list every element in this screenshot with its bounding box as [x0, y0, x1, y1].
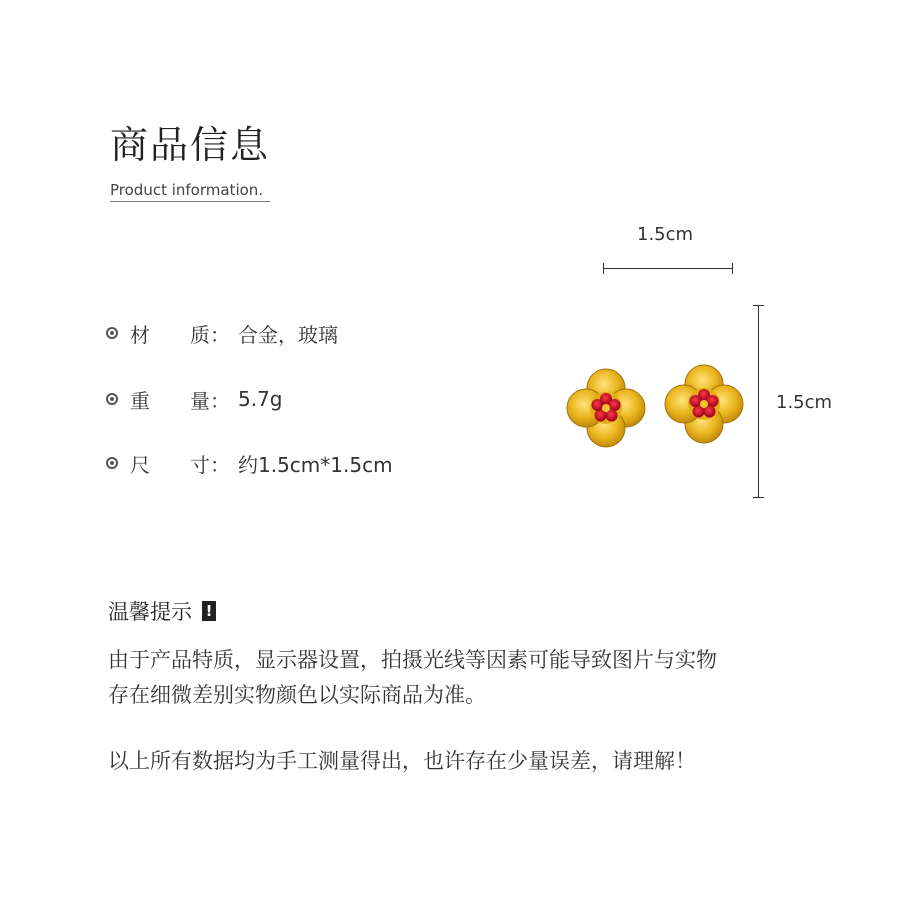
earrings-product-image: [560, 360, 750, 455]
spec-label: 材 质：: [130, 322, 230, 347]
notice-line-3: 以上所有数据均为手工测量得出，也许存在少量误差，请理解！: [108, 749, 696, 773]
notice-title-text: 温馨提示: [108, 600, 192, 624]
height-dimension-line: [758, 305, 759, 498]
notice-line-2: 存在细微差别实物颜色以实际商品为准。: [108, 683, 486, 707]
alert-icon: !: [202, 601, 216, 621]
height-dimension-label: 1.5cm: [776, 392, 833, 413]
spec-value: 约1.5cm*1.5cm: [238, 452, 393, 477]
width-dimension-line: [603, 268, 733, 269]
subtitle-underline: [110, 201, 270, 202]
spec-value: 5.7g: [238, 387, 283, 411]
spec-row-material: [106, 318, 338, 348]
spec-label: 重 量：: [130, 388, 230, 413]
spec-row-size: [106, 448, 393, 478]
spec-row-weight: [106, 384, 283, 414]
spec-label: 尺 寸：: [130, 452, 230, 477]
left-earring: [567, 369, 645, 447]
right-earring: [665, 365, 743, 443]
bullet-icon: [106, 393, 118, 405]
bullet-icon: [106, 327, 118, 339]
width-dimension-label: 1.5cm: [637, 224, 694, 245]
bullet-icon: [106, 457, 118, 469]
page-subtitle: Product information.: [110, 181, 264, 199]
notice-line-1: 由于产品特质，显示器设置，拍摄光线等因素可能导致图片与实物: [108, 648, 717, 672]
spec-value: 合金，玻璃: [238, 322, 338, 347]
page-title: 商品信息: [110, 123, 271, 167]
notice-title: [108, 596, 216, 626]
